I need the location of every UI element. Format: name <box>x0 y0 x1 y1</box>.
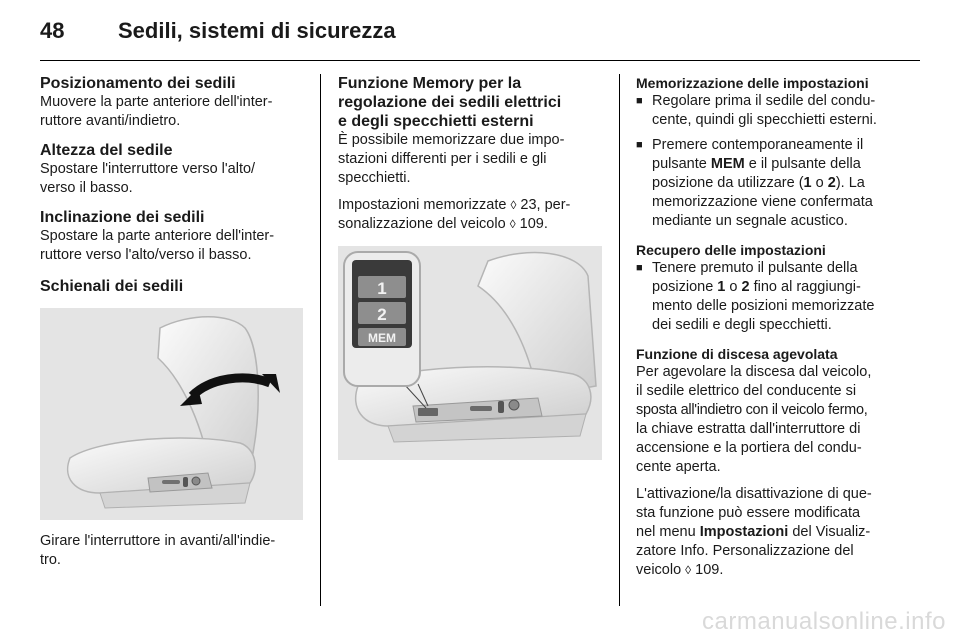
page-ref-icon: ◊ <box>509 217 516 231</box>
memorizzazione-steps <box>636 92 904 231</box>
list-item <box>636 92 904 130</box>
watermark: carmanualsonline.info <box>702 608 946 635</box>
text-line: il sedile elettrico del conducente si <box>636 383 857 399</box>
text-span: 109. <box>515 216 548 232</box>
heading-line: e degli specchietti esterni <box>338 113 534 130</box>
list-item <box>636 259 904 335</box>
heading-memory <box>338 74 608 131</box>
text-posizionamento <box>40 93 305 131</box>
text-line: sta funzione può essere modificata <box>636 505 861 521</box>
memory-button-1-label: 1 <box>377 279 387 298</box>
text-line: Muovere la parte anteriore dell'inter- <box>40 94 273 110</box>
text-line: accensione e la portiera del condu- <box>636 440 862 456</box>
text-line: tro. <box>40 552 61 568</box>
text-line: Spostare l'interruttore verso l'alto/ <box>40 161 256 177</box>
heading-altezza: Altezza del sedile <box>40 142 173 159</box>
text-span: veicolo <box>636 562 686 578</box>
text-span: fino al raggiungi- <box>749 279 861 295</box>
text-line <box>652 174 904 193</box>
heading-schienali: Schienali dei sedili <box>40 278 184 295</box>
text-line: stazioni differenti per i sedili e gli <box>338 151 547 167</box>
text-line: sposta all'indietro con il veicolo fermo, <box>636 402 868 418</box>
heading-posizionamento: Posizionamento dei sedili <box>40 75 236 92</box>
button-1-ref: 1 <box>803 175 812 191</box>
column-1 <box>40 74 305 570</box>
button-2-ref: 2 <box>741 279 750 295</box>
page-ref-icon: ◊ <box>510 198 517 212</box>
memory-button-2-label: 2 <box>377 305 387 324</box>
mem-button-ref: MEM <box>710 156 745 172</box>
text-line: memorizzazione viene confermata <box>652 194 873 210</box>
seat-memory-illustration <box>338 246 602 460</box>
text-span: ). La <box>835 175 865 191</box>
text-line: mento delle posizioni memorizzate <box>652 298 875 314</box>
text-span: posizione da utilizzare ( <box>652 175 804 191</box>
text-line: cente, quindi gli specchietti esterni. <box>652 112 877 128</box>
text-inclinazione <box>40 227 305 265</box>
recupero-steps <box>636 259 904 335</box>
text-line <box>636 561 904 580</box>
column-divider <box>320 74 321 606</box>
menu-impostazioni-ref: Impostazioni <box>699 524 789 540</box>
column-divider <box>619 74 620 606</box>
text-line: L'attivazione/la disattivazione di que- <box>636 486 872 502</box>
text-attivazione <box>636 485 904 580</box>
text-line <box>652 278 904 297</box>
text-span: 109. <box>691 562 724 578</box>
button-2-ref: 2 <box>827 175 836 191</box>
text-line <box>652 155 904 174</box>
header-rule <box>40 60 920 61</box>
memory-button-mem-label: MEM <box>368 331 396 345</box>
text-line <box>338 215 608 234</box>
text-line: mediante un segnale acustico. <box>652 213 848 229</box>
text-span: posizione <box>652 279 718 295</box>
text-span: 23, per- <box>516 197 571 213</box>
text-line: ruttore verso l'alto/verso il basso. <box>40 247 252 263</box>
seat-illustration <box>40 308 303 520</box>
button-1-ref: 1 <box>717 279 726 295</box>
text-span: sonalizzazione del veicolo <box>338 216 510 232</box>
page-title: Sedili, sistemi di sicurezza <box>118 18 396 43</box>
text-schienali <box>40 532 305 570</box>
text-line: zatore Info. Personalizzazione del <box>636 543 854 559</box>
heading-inclinazione: Inclinazione dei sedili <box>40 209 205 226</box>
text-span: e il pulsante della <box>744 156 861 172</box>
text-line: specchietti. <box>338 170 411 186</box>
text-line <box>636 523 904 542</box>
text-span: o <box>725 279 742 295</box>
text-line: la chiave estratta dall'interruttore di <box>636 421 861 437</box>
text-line: ■ Regolare prima il sedile del condu- <box>652 93 876 109</box>
text-span: pulsante <box>652 156 711 172</box>
text-memory <box>338 131 608 188</box>
text-span: o <box>811 175 828 191</box>
text-discesa <box>636 363 904 477</box>
text-line: È possibile memorizzare due impo- <box>338 132 565 148</box>
heading-recupero: Recupero delle impostazioni <box>636 242 826 258</box>
heading-line: regolazione dei sedili elettrici <box>338 94 562 111</box>
list-item <box>636 136 904 231</box>
text-altezza <box>40 160 305 198</box>
text-span: Impostazioni memorizzate <box>338 197 511 213</box>
text-line: Per agevolare la discesa dal veicolo, <box>636 364 872 380</box>
text-line: verso il basso. <box>40 180 133 196</box>
heading-discesa: Funzione di discesa agevolata <box>636 346 838 362</box>
text-line: Girare l'interruttore in avanti/all'indie- <box>40 533 276 549</box>
page-ref-icon: ◊ <box>685 563 692 577</box>
heading-memorizzazione: Memorizzazione delle impostazioni <box>636 75 869 91</box>
memory-buttons-illustration <box>338 246 602 460</box>
heading-line: Funzione Memory per la <box>338 75 522 92</box>
text-line: cente aperta. <box>636 459 721 475</box>
column-3 <box>636 74 904 580</box>
text-span: nel menu <box>636 524 700 540</box>
seat-backrest-illustration <box>40 308 303 520</box>
text-span: del Visualiz- <box>788 524 871 540</box>
page-number: 48 <box>40 18 65 43</box>
text-line <box>338 196 608 215</box>
text-line: dei sedili e degli specchietti. <box>652 317 832 333</box>
column-2 <box>338 74 608 460</box>
text-line: ruttore avanti/indietro. <box>40 113 181 129</box>
page-header <box>40 18 920 58</box>
text-line: Spostare la parte anteriore dell'inter- <box>40 228 275 244</box>
text-line: ■ Tenere premuto il pulsante della <box>652 260 858 276</box>
text-impostazioni <box>338 196 608 234</box>
text-line: ■ Premere contemporaneamente il <box>652 137 864 153</box>
